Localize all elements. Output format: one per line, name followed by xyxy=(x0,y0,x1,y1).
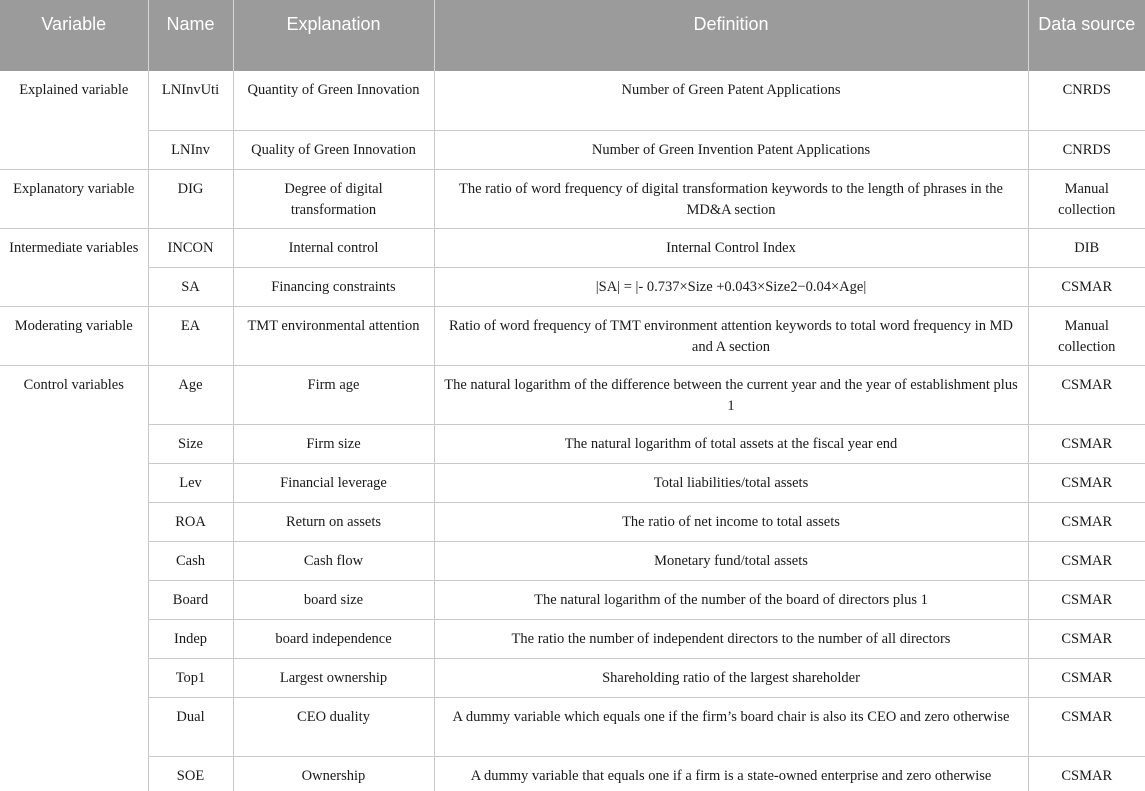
explanation-cell: Internal control xyxy=(233,228,434,267)
source-cell: DIB xyxy=(1028,228,1145,267)
definition-cell: Total liabilities/total assets xyxy=(434,463,1028,502)
table-row xyxy=(0,130,1145,169)
explanation-cell: Ownership xyxy=(233,756,434,791)
explanation-cell: Financial leverage xyxy=(233,463,434,502)
definition-cell: The ratio of net income to total assets xyxy=(434,502,1028,541)
definition-cell: The ratio of word frequency of digital transformation keywords to the length of phrases in the MD&A section xyxy=(434,169,1028,228)
name-cell: Cash xyxy=(148,541,233,580)
name-cell: Indep xyxy=(148,619,233,658)
name-cell: SOE xyxy=(148,756,233,791)
explanation-cell: Degree of digital transformation xyxy=(233,169,434,228)
table-row xyxy=(0,71,1145,130)
source-cell: CSMAR xyxy=(1028,697,1145,756)
source-cell: CSMAR xyxy=(1028,619,1145,658)
explanation-cell: CEO duality xyxy=(233,697,434,756)
source-cell: CSMAR xyxy=(1028,267,1145,306)
table-row xyxy=(0,365,1145,424)
definition-cell: The natural logarithm of the difference between the current year and the year of establishment plus 1 xyxy=(434,365,1028,424)
explanation-cell: Quality of Green Innovation xyxy=(233,130,434,169)
name-cell: ROA xyxy=(148,502,233,541)
source-cell: Manual collection xyxy=(1028,169,1145,228)
explanation-cell: board size xyxy=(233,580,434,619)
category-cell: Control variables xyxy=(0,365,148,791)
definition-cell: Ratio of word frequency of TMT environment attention keywords to total word frequency in MD and A section xyxy=(434,306,1028,365)
source-cell: CSMAR xyxy=(1028,463,1145,502)
table-row xyxy=(0,541,1145,580)
header-definition: Definition xyxy=(434,0,1028,71)
source-cell: CSMAR xyxy=(1028,756,1145,791)
definition-cell: A dummy variable that equals one if a firm is a state-owned enterprise and zero otherwise xyxy=(434,756,1028,791)
name-cell: Age xyxy=(148,365,233,424)
definition-cell: The natural logarithm of the number of the board of directors plus 1 xyxy=(434,580,1028,619)
definition-cell: Number of Green Invention Patent Applications xyxy=(434,130,1028,169)
table-row xyxy=(0,228,1145,267)
table-row xyxy=(0,756,1145,791)
definition-cell: Number of Green Patent Applications xyxy=(434,71,1028,130)
header-explanation: Explanation xyxy=(233,0,434,71)
explanation-cell: Quantity of Green Innovation xyxy=(233,71,434,130)
header-row xyxy=(0,0,1145,71)
definition-cell: Internal Control Index xyxy=(434,228,1028,267)
definition-cell: Shareholding ratio of the largest shareholder xyxy=(434,658,1028,697)
name-cell: EA xyxy=(148,306,233,365)
header-data-source: Data source xyxy=(1028,0,1145,71)
source-cell: CSMAR xyxy=(1028,541,1145,580)
explanation-cell: Firm size xyxy=(233,424,434,463)
source-cell: CNRDS xyxy=(1028,130,1145,169)
table-row xyxy=(0,463,1145,502)
source-cell: CSMAR xyxy=(1028,580,1145,619)
name-cell: Lev xyxy=(148,463,233,502)
name-cell: Top1 xyxy=(148,658,233,697)
definition-cell: Monetary fund/total assets xyxy=(434,541,1028,580)
source-cell: Manual collection xyxy=(1028,306,1145,365)
table-row xyxy=(0,697,1145,756)
category-cell: Explanatory variable xyxy=(0,169,148,228)
category-cell: Explained variable xyxy=(0,71,148,169)
definition-cell: The ratio the number of independent directors to the number of all directors xyxy=(434,619,1028,658)
explanation-cell: Return on assets xyxy=(233,502,434,541)
header-variable: Variable xyxy=(0,0,148,71)
table-row xyxy=(0,306,1145,365)
table-row xyxy=(0,580,1145,619)
table-row xyxy=(0,267,1145,306)
explanation-cell: Financing constraints xyxy=(233,267,434,306)
name-cell: LNInv xyxy=(148,130,233,169)
name-cell: Size xyxy=(148,424,233,463)
name-cell: INCON xyxy=(148,228,233,267)
explanation-cell: Cash flow xyxy=(233,541,434,580)
header-name: Name xyxy=(148,0,233,71)
table-row xyxy=(0,502,1145,541)
explanation-cell: TMT environmental attention xyxy=(233,306,434,365)
explanation-cell: Largest ownership xyxy=(233,658,434,697)
name-cell: Dual xyxy=(148,697,233,756)
source-cell: CNRDS xyxy=(1028,71,1145,130)
table-row xyxy=(0,619,1145,658)
table-row xyxy=(0,424,1145,463)
name-cell: SA xyxy=(148,267,233,306)
table-row xyxy=(0,658,1145,697)
definition-cell: The natural logarithm of total assets at the fiscal year end xyxy=(434,424,1028,463)
name-cell: DIG xyxy=(148,169,233,228)
name-cell: Board xyxy=(148,580,233,619)
source-cell: CSMAR xyxy=(1028,365,1145,424)
category-cell: Moderating variable xyxy=(0,306,148,365)
explanation-cell: board independence xyxy=(233,619,434,658)
definition-cell: |SA| = |- 0.737×Size +0.043×Size2−0.04×Age| xyxy=(434,267,1028,306)
table-row xyxy=(0,169,1145,228)
source-cell: CSMAR xyxy=(1028,658,1145,697)
definition-cell: A dummy variable which equals one if the firm’s board chair is also its CEO and zero otherwise xyxy=(434,697,1028,756)
name-cell: LNInvUti xyxy=(148,71,233,130)
category-cell: Intermediate variables xyxy=(0,228,148,306)
source-cell: CSMAR xyxy=(1028,502,1145,541)
explanation-cell: Firm age xyxy=(233,365,434,424)
source-cell: CSMAR xyxy=(1028,424,1145,463)
